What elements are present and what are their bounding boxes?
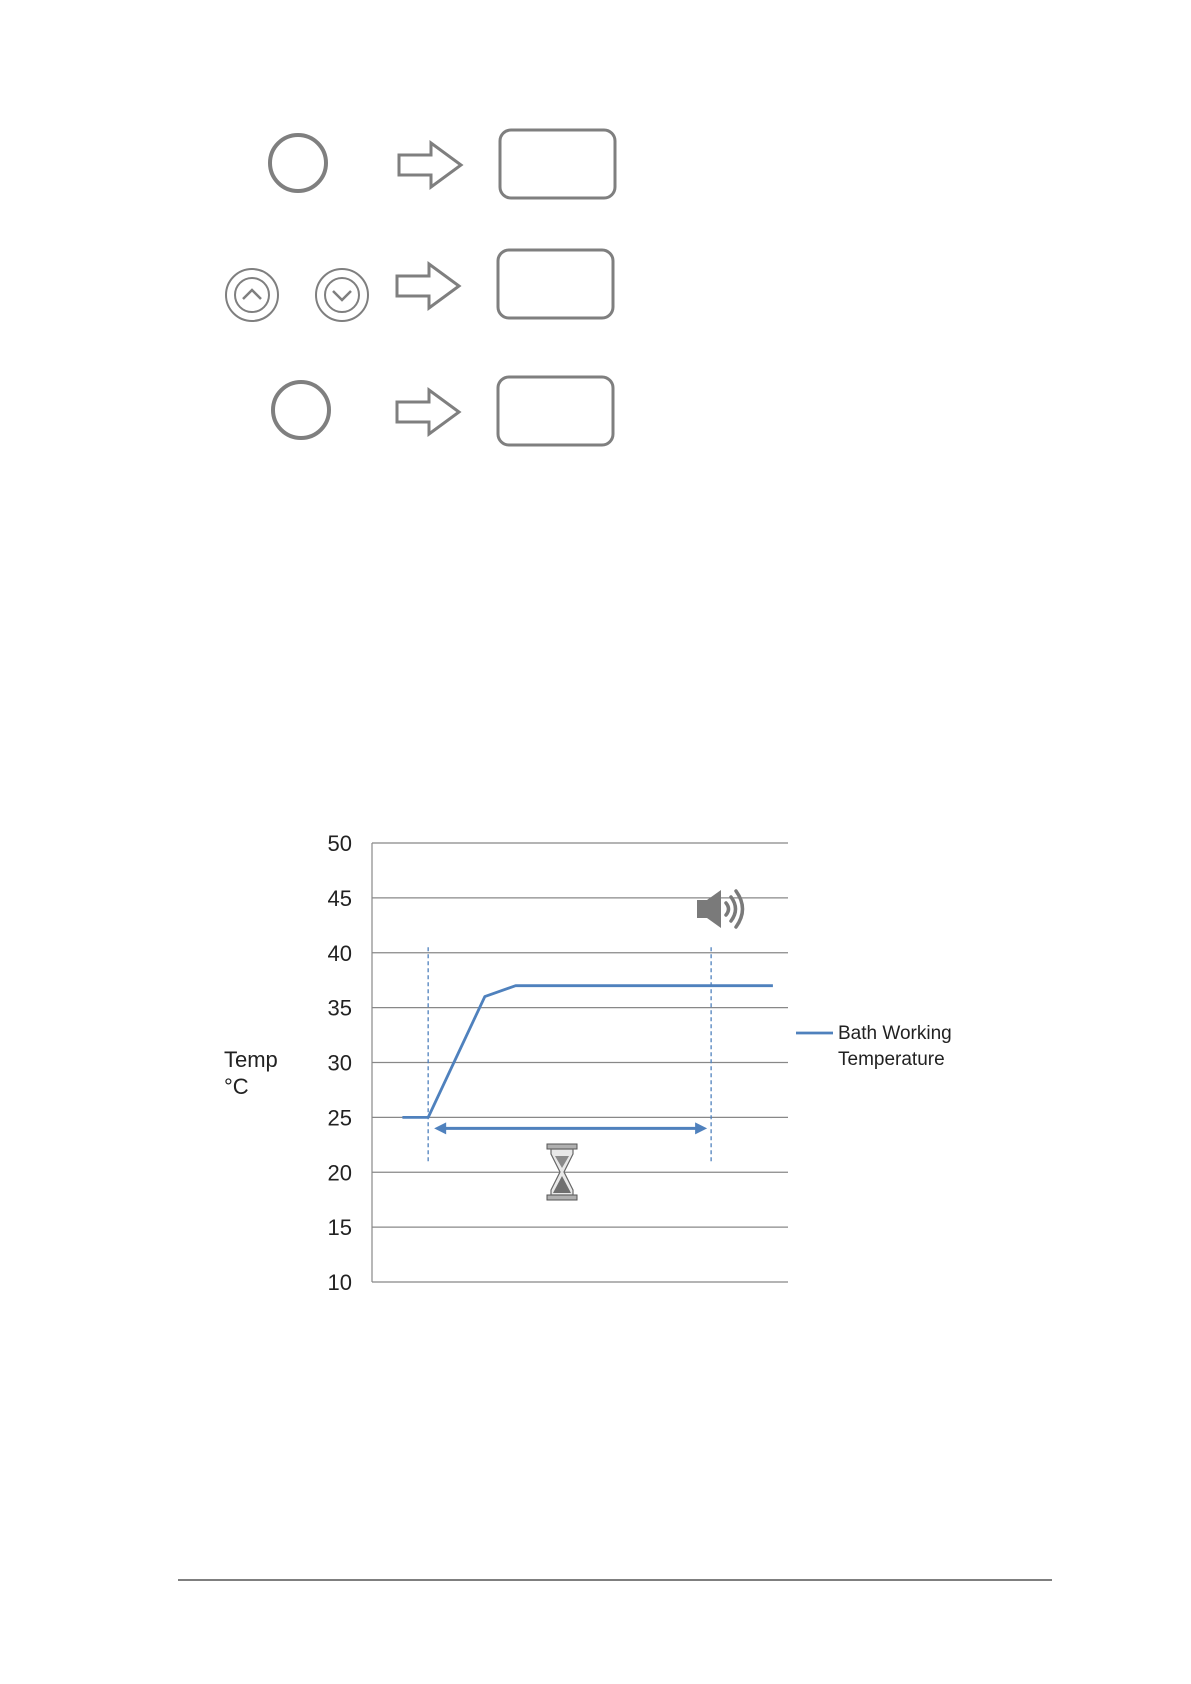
legend-label: Temperature <box>838 1049 945 1070</box>
y-tick-label: 20 <box>327 1160 352 1186</box>
legend-label: Bath Working <box>838 1023 952 1044</box>
y-tick-label: 45 <box>327 885 352 911</box>
y-tick-label: 35 <box>327 995 352 1021</box>
y-tick-label: 50 <box>327 831 352 856</box>
y-tick-label: 40 <box>327 940 352 966</box>
y-tick-label: 25 <box>327 1105 352 1131</box>
y-axis-unit: °C <box>224 1074 249 1099</box>
y-tick-label: 30 <box>327 1050 352 1076</box>
y-tick-label: 15 <box>327 1215 352 1241</box>
y-axis-label: Temp <box>224 1047 278 1072</box>
y-tick-label: 10 <box>327 1270 352 1295</box>
